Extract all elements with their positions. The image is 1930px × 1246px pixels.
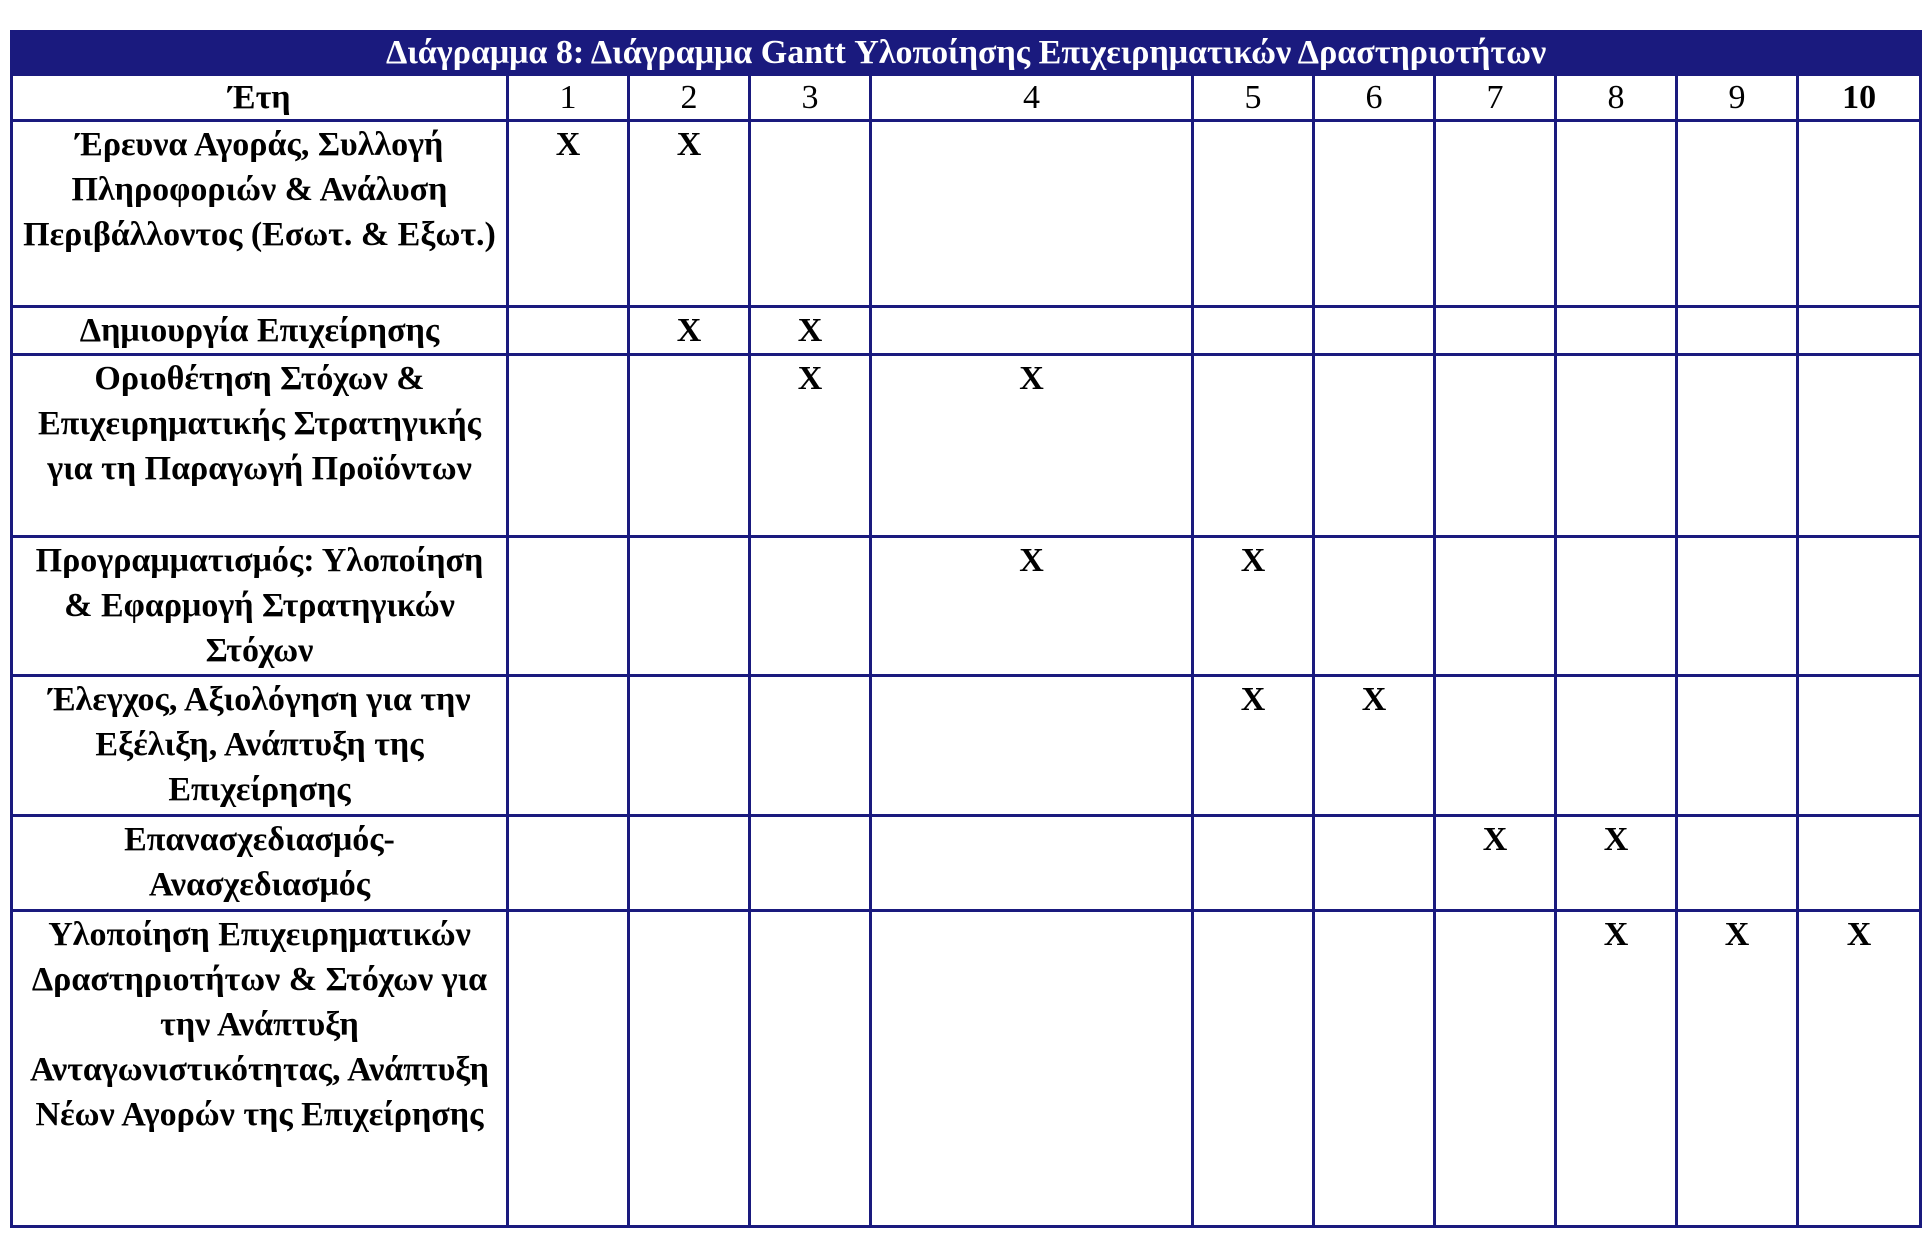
year-cell: X: [1556, 816, 1677, 911]
year-cell: [1314, 121, 1435, 307]
year-cell: [871, 307, 1193, 355]
year-cell: [629, 355, 750, 537]
activity-label: Έρευνα Αγοράς, Συλλογή Πληροφοριών & Ανάλυση Περιβάλλοντος (Εσωτ. & Εξωτ.): [12, 121, 508, 307]
header-years-label: Έτη: [12, 75, 508, 121]
year-cell: [1193, 307, 1314, 355]
year-cell: [1556, 537, 1677, 676]
year-cell: [750, 121, 871, 307]
year-cell: [629, 911, 750, 1227]
year-cell: [750, 911, 871, 1227]
year-cell: [508, 307, 629, 355]
table-row: [12, 676, 1921, 816]
year-cell: [1798, 537, 1921, 676]
year-cell: [871, 911, 1193, 1227]
year-cell: [1677, 121, 1798, 307]
title-row: [12, 32, 1921, 75]
year-cell: X: [1314, 676, 1435, 816]
header-year: 8: [1556, 75, 1677, 121]
year-cell: [750, 816, 871, 911]
year-cell: X: [1193, 676, 1314, 816]
year-cell: [1314, 307, 1435, 355]
year-cell: [1193, 816, 1314, 911]
activity-label: Προγραμματισμός: Υλοποίηση & Εφαρμογή Στρατηγικών Στόχων: [12, 537, 508, 676]
table-row: [12, 355, 1921, 537]
year-cell: [1556, 121, 1677, 307]
table-row: [12, 537, 1921, 676]
activity-label: Έλεγχος, Αξιολόγηση για την Εξέλιξη, Ανάπτυξη της Επιχείρησης: [12, 676, 508, 816]
year-cell: [1556, 355, 1677, 537]
header-year: 9: [1677, 75, 1798, 121]
year-cell: [871, 816, 1193, 911]
header-year: 1: [508, 75, 629, 121]
year-cell: [629, 816, 750, 911]
year-cell: [629, 537, 750, 676]
year-cell: [1556, 676, 1677, 816]
year-cell: [508, 816, 629, 911]
year-cell: [1677, 816, 1798, 911]
year-cell: X: [871, 355, 1193, 537]
year-cell: [1798, 816, 1921, 911]
year-cell: [1314, 816, 1435, 911]
year-cell: [1677, 537, 1798, 676]
year-cell: [1314, 537, 1435, 676]
year-cell: X: [1435, 816, 1556, 911]
header-year: 5: [1193, 75, 1314, 121]
year-cell: X: [1798, 911, 1921, 1227]
table-title: Διάγραμμα 8: Διάγραμμα Gantt Υλοποίησης Επιχειρηματικών Δραστηριοτήτων: [12, 32, 1921, 75]
year-cell: [508, 355, 629, 537]
year-cell: X: [629, 307, 750, 355]
header-year: 10: [1798, 75, 1921, 121]
year-cell: [508, 537, 629, 676]
year-cell: [508, 676, 629, 816]
year-cell: [1556, 307, 1677, 355]
year-cell: X: [508, 121, 629, 307]
year-cell: [871, 676, 1193, 816]
year-cell: [871, 121, 1193, 307]
year-cell: [1314, 355, 1435, 537]
header-year: 4: [871, 75, 1193, 121]
header-year: 3: [750, 75, 871, 121]
year-cell: [1798, 676, 1921, 816]
table-row: [12, 816, 1921, 911]
year-cell: X: [629, 121, 750, 307]
year-cell: [508, 911, 629, 1227]
year-cell: [1677, 307, 1798, 355]
activity-label: Οριοθέτηση Στόχων & Επιχειρηματικής Στρατηγικής για τη Παραγωγή Προϊόντων: [12, 355, 508, 537]
table-row: [12, 911, 1921, 1227]
year-cell: [1435, 121, 1556, 307]
year-cell: [1193, 355, 1314, 537]
year-cell: [1435, 307, 1556, 355]
year-cell: X: [1556, 911, 1677, 1227]
activity-label: Υλοποίηση Επιχειρηματικών Δραστηριοτήτων & Στόχων για την Ανάπτυξη Ανταγωνιστικότητας, Ανάπτυξη Νέων Αγορών της Επιχείρησης: [12, 911, 508, 1227]
year-cell: [1193, 121, 1314, 307]
header-year: 7: [1435, 75, 1556, 121]
year-cell: [1435, 537, 1556, 676]
year-cell: [1435, 911, 1556, 1227]
table-row: [12, 121, 1921, 307]
activity-label: Δημιουργία Επιχείρησης: [12, 307, 508, 355]
header-year: 6: [1314, 75, 1435, 121]
year-cell: [1677, 355, 1798, 537]
year-cell: X: [1193, 537, 1314, 676]
year-cell: [629, 676, 750, 816]
year-cell: [1435, 355, 1556, 537]
year-cell: [1677, 676, 1798, 816]
year-cell: X: [871, 537, 1193, 676]
year-cell: [1435, 676, 1556, 816]
header-year: 2: [629, 75, 750, 121]
activity-label: Επανασχεδιασμός- Ανασχεδιασμός: [12, 816, 508, 911]
year-cell: X: [750, 307, 871, 355]
year-cell: [750, 676, 871, 816]
year-cell: [1798, 121, 1921, 307]
year-cell: [1314, 911, 1435, 1227]
gantt-table: [10, 30, 1922, 1228]
year-cell: [750, 537, 871, 676]
year-cell: [1798, 307, 1921, 355]
year-cell: [1798, 355, 1921, 537]
table-row: [12, 307, 1921, 355]
year-cell: [1193, 911, 1314, 1227]
header-row: [12, 75, 1921, 121]
year-cell: X: [750, 355, 871, 537]
year-cell: X: [1677, 911, 1798, 1227]
